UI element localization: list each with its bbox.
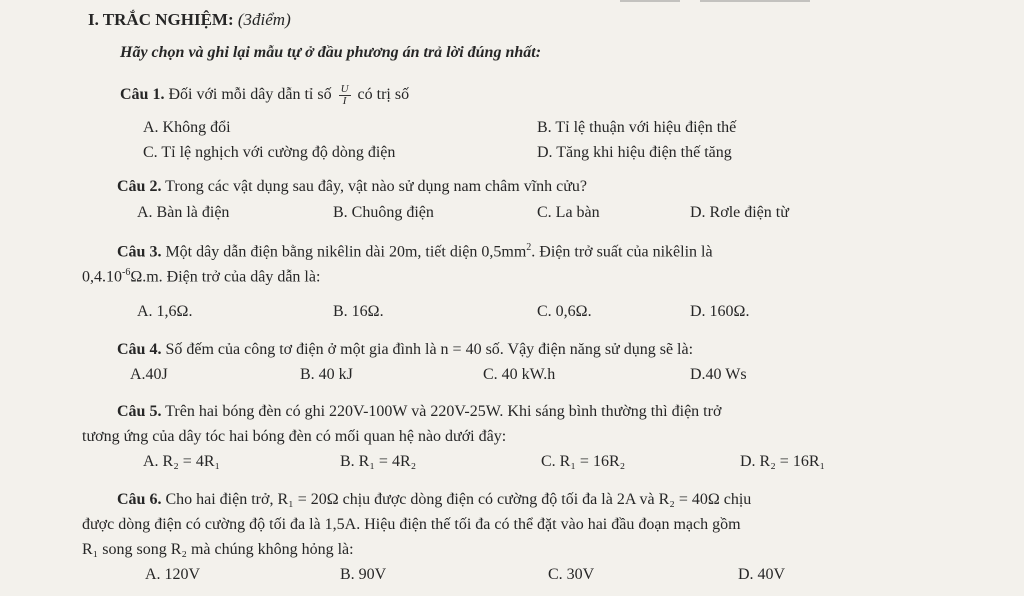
q1-option-c: C. Tỉ lệ nghịch với cường độ dòng điện xyxy=(143,144,396,161)
question-label: Câu 1. xyxy=(120,86,165,104)
q6-option-b: B. 90V xyxy=(340,566,387,583)
section-title: I. TRẮC NGHIỆM: xyxy=(88,10,234,29)
q5-option-b: B. R₁ = 4R₂ xyxy=(340,453,417,470)
question-text: Đối với mỗi dây dẫn tỉ số xyxy=(168,86,332,104)
q5-option-c: C. R₁ = 16R₂ xyxy=(541,453,626,470)
q3-option-c: C. 0,6Ω. xyxy=(537,303,592,320)
question-5-line-2: tương ứng của dây tóc hai bóng đèn có mối quan hệ nào dưới đây: xyxy=(82,428,507,445)
q3-option-d: D. 160Ω. xyxy=(690,303,750,320)
q6-option-c: C. 30V xyxy=(548,566,595,583)
q1-option-b: B. Tỉ lệ thuận với hiệu điện thế xyxy=(537,119,737,136)
section-header xyxy=(88,10,291,30)
question-text: Số đếm của công tơ điện ở một gia đình là n = 40 số. Vậy điện năng sử dụng sẽ là: xyxy=(165,341,694,358)
question-label: Câu 4. xyxy=(117,341,162,358)
question-2 xyxy=(117,177,587,197)
question-1 xyxy=(120,84,409,107)
question-text: 0,4.10 xyxy=(82,268,122,286)
question-text: Cho hai điện trở, R₁ = 20Ω chịu được dòng điện có cường độ tối đa là 2A và R₂ = 40Ω chịu xyxy=(165,491,752,508)
question-text: . Điện trở suất của nikêlin là xyxy=(531,243,713,261)
question-text: Một dây dẫn điện bằng nikêlin dài 20m, tiết diện 0,5mm xyxy=(165,243,527,261)
q6-option-a: A. 120V xyxy=(145,566,201,583)
section-points: (3điểm) xyxy=(237,10,291,29)
top-edge-mark xyxy=(700,0,810,2)
top-edge-mark xyxy=(620,0,680,2)
q2-option-c: C. La bàn xyxy=(537,204,600,221)
u-over-i-fraction xyxy=(339,84,351,107)
question-6-line-3: R₁ song song R₂ mà chúng không hỏng là: xyxy=(82,541,354,558)
q6-option-d: D. 40V xyxy=(738,566,786,583)
question-3-line-2 xyxy=(82,263,320,287)
question-5 xyxy=(117,402,721,422)
question-text: có trị số xyxy=(357,86,410,104)
fraction-denominator: I xyxy=(342,95,347,107)
q2-option-a: A. Bàn là điện xyxy=(137,204,230,221)
q4-option-b: B. 40 kJ xyxy=(300,366,353,383)
q3-option-a: A. 1,6Ω. xyxy=(137,303,193,320)
q5-option-a: A. R₂ = 4R₁ xyxy=(143,453,221,470)
question-text: Trong các vật dụng sau đây, vật nào sử dụng nam châm vĩnh cửu? xyxy=(165,178,588,195)
q4-option-a: A.40J xyxy=(130,366,168,383)
superscript: -6 xyxy=(122,267,131,278)
section-instruction: Hãy chọn và ghi lại mẫu tự ở đầu phương án trả lời đúng nhất: xyxy=(120,44,542,61)
question-6 xyxy=(117,490,751,510)
question-3 xyxy=(117,238,713,262)
question-label: Câu 2. xyxy=(117,178,162,195)
q1-option-a: A. Không đổi xyxy=(143,119,231,136)
question-6-line-2: được dòng điện có cường độ tối đa là 1,5A. Hiệu điện thế tối đa có thể đặt vào hai đầu đoạn mạch gồm xyxy=(82,516,741,533)
q3-option-b: B. 16Ω. xyxy=(333,303,384,320)
q4-option-d: D.40 Ws xyxy=(690,366,747,383)
superscript: 2 xyxy=(526,242,532,253)
q2-option-d: D. Rơle điện từ xyxy=(690,204,789,221)
q1-option-d: D. Tăng khi hiệu điện thế tăng xyxy=(537,144,732,161)
q4-option-c: C. 40 kW.h xyxy=(483,366,556,383)
q5-option-d: D. R₂ = 16R₁ xyxy=(740,453,826,470)
question-text: Ω.m. Điện trở của dây dẫn là: xyxy=(130,268,321,286)
question-label: Câu 3. xyxy=(117,243,162,261)
question-text: Trên hai bóng đèn có ghi 220V-100W và 220V-25W. Khi sáng bình thường thì điện trở xyxy=(165,403,722,420)
fraction-numerator: U xyxy=(340,83,349,95)
question-label: Câu 6. xyxy=(117,491,162,508)
question-label: Câu 5. xyxy=(117,403,162,420)
question-4 xyxy=(117,340,693,360)
q2-option-b: B. Chuông điện xyxy=(333,204,434,221)
